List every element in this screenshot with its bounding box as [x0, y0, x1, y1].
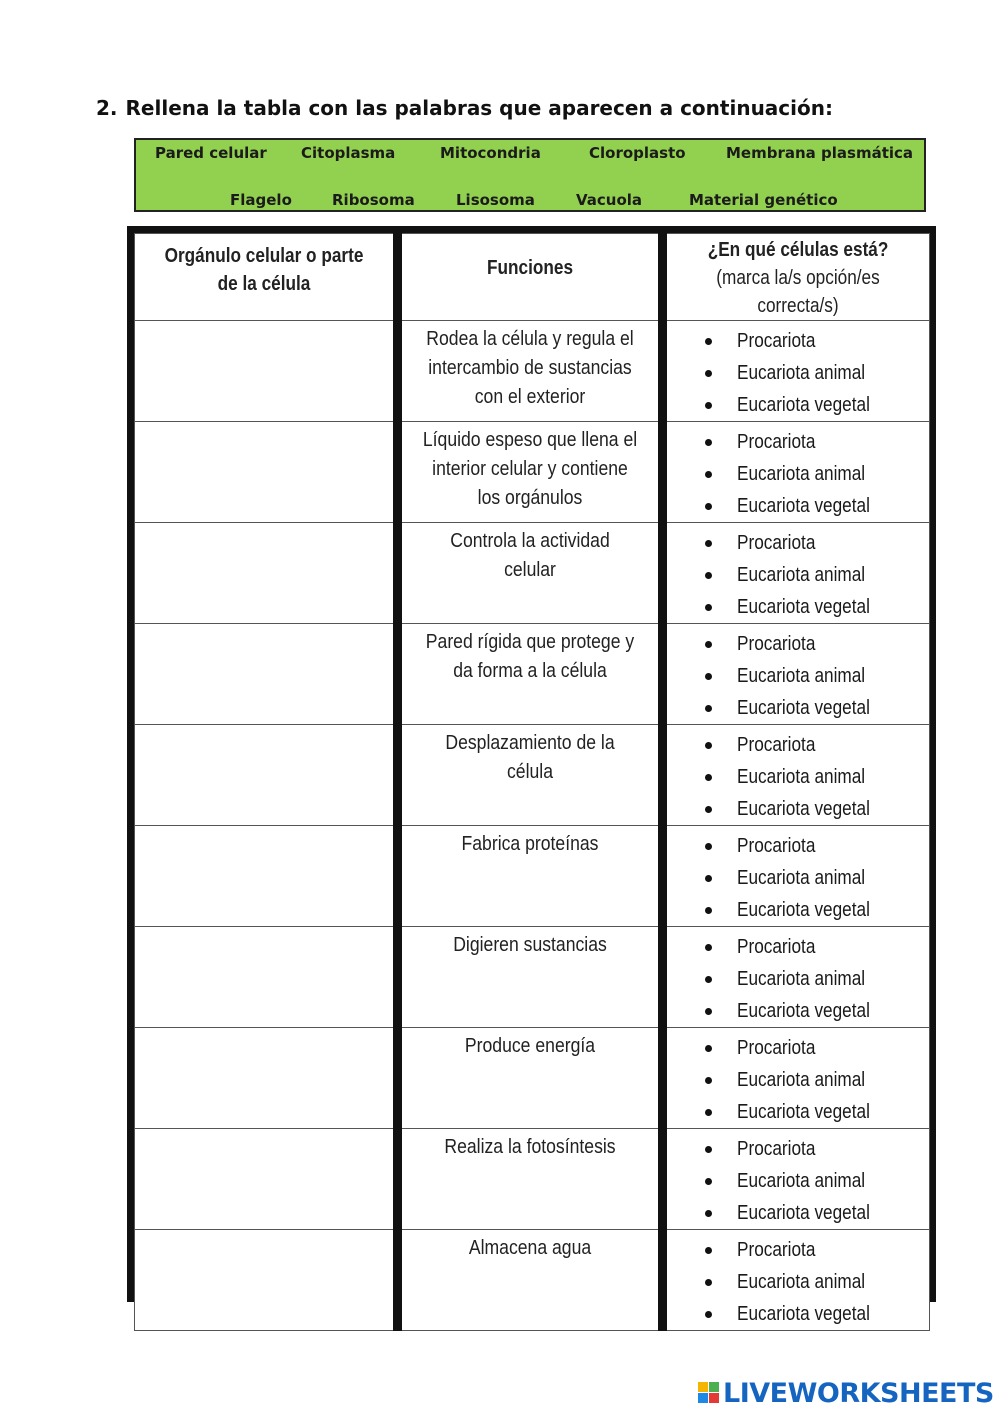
bullet-icon	[705, 774, 712, 781]
word-bank-item: Membrana plasmática	[726, 144, 914, 162]
function-text: Produce energía	[464, 1035, 596, 1057]
cell-type-option[interactable]	[705, 1096, 929, 1128]
option-label: Eucariota vegetal	[737, 697, 870, 719]
cell-type-option[interactable]	[705, 490, 929, 522]
cell-type-option[interactable]	[705, 1298, 929, 1330]
answer-cell[interactable]	[135, 422, 398, 523]
cell-type-options	[663, 725, 930, 826]
answer-input[interactable]	[135, 624, 393, 724]
bullet-icon	[705, 439, 712, 446]
word-bank-item: Material genético	[689, 191, 838, 209]
function-text: Desplazamiento de la célula	[445, 732, 615, 783]
option-label: Eucariota animal	[737, 564, 866, 586]
cell-type-option[interactable]	[705, 761, 929, 793]
bullet-icon	[705, 875, 712, 882]
table-row	[135, 321, 930, 422]
bullet-icon	[705, 1045, 712, 1052]
bullet-icon	[705, 1077, 712, 1084]
cell-type-option[interactable]	[705, 1064, 929, 1096]
bullet-icon	[705, 742, 712, 749]
bullet-icon	[705, 1008, 712, 1015]
answer-input[interactable]	[135, 523, 393, 623]
bullet-icon	[705, 843, 712, 850]
option-label: Procariota	[737, 1138, 816, 1160]
answer-input[interactable]	[135, 422, 393, 522]
answer-input[interactable]	[135, 927, 393, 1027]
bullet-icon	[705, 1311, 712, 1318]
cell-type-option[interactable]	[705, 729, 929, 761]
function-cell	[398, 1028, 663, 1129]
answer-input[interactable]	[135, 1129, 393, 1229]
word-bank-item: Pared celular	[155, 144, 267, 162]
cell-type-options	[663, 321, 930, 422]
cell-type-options	[663, 826, 930, 927]
bullet-icon	[705, 1279, 712, 1286]
bullet-icon	[705, 641, 712, 648]
cell-type-options	[663, 1230, 930, 1331]
answer-input[interactable]	[135, 1230, 393, 1330]
cell-type-option[interactable]	[705, 628, 929, 660]
table-row	[135, 1028, 930, 1129]
bullet-icon	[705, 944, 712, 951]
cell-type-option[interactable]	[705, 1032, 929, 1064]
bullet-icon	[705, 604, 712, 611]
answer-cell[interactable]	[135, 725, 398, 826]
table-row	[135, 826, 930, 927]
function-cell	[398, 422, 663, 523]
header-functions: Funciones	[398, 234, 663, 321]
header-cells	[663, 234, 930, 321]
option-label: Procariota	[737, 431, 816, 453]
function-cell	[398, 624, 663, 725]
bullet-icon	[705, 338, 712, 345]
function-text: Rodea la célula y regula el intercambio de sustancias con el exterior	[426, 328, 634, 408]
bullet-icon	[705, 673, 712, 680]
cell-type-option[interactable]	[705, 1165, 929, 1197]
bullet-icon	[705, 1247, 712, 1254]
cell-type-options	[663, 1028, 930, 1129]
function-text: Pared rígida que protege y da forma a la célula	[425, 631, 635, 682]
answer-input[interactable]	[135, 826, 393, 926]
answer-cell[interactable]	[135, 1230, 398, 1331]
function-text: Líquido espeso que llena el interior celular y contiene los orgánulos	[422, 429, 638, 509]
option-label: Procariota	[737, 1037, 816, 1059]
question-number: 2.	[96, 96, 118, 120]
option-label: Eucariota animal	[737, 1271, 866, 1293]
answer-input[interactable]	[135, 1028, 393, 1128]
cell-type-options	[663, 927, 930, 1028]
option-label: Eucariota vegetal	[737, 596, 870, 618]
header-cells-hint: (marca la/s opción/es correcta/s)	[716, 267, 880, 317]
option-label: Procariota	[737, 734, 816, 756]
liveworksheets-logo-icon	[698, 1382, 720, 1404]
cell-type-option[interactable]	[705, 1234, 929, 1266]
bullet-icon	[705, 1109, 712, 1116]
cell-type-option[interactable]	[705, 1133, 929, 1165]
liveworksheets-logo	[698, 1378, 994, 1408]
cell-type-option[interactable]	[705, 527, 929, 559]
table-row	[135, 725, 930, 826]
table-header-row	[135, 234, 930, 321]
function-cell	[398, 1129, 663, 1230]
bullet-icon	[705, 1178, 712, 1185]
option-label: Eucariota animal	[737, 463, 866, 485]
option-label: Eucariota vegetal	[737, 1202, 870, 1224]
cell-type-option[interactable]	[705, 325, 929, 357]
bullet-icon	[705, 402, 712, 409]
option-label: Eucariota vegetal	[737, 1000, 870, 1022]
organelle-table	[127, 226, 936, 1325]
word-bank-item: Citoplasma	[301, 144, 396, 162]
cell-type-options	[663, 422, 930, 523]
option-label: Eucariota animal	[737, 766, 866, 788]
cell-type-option[interactable]	[705, 559, 929, 591]
word-bank	[134, 138, 926, 212]
question-text: Rellena la tabla con las palabras que aparecen a continuación:	[125, 96, 833, 120]
table-row	[135, 422, 930, 523]
option-label: Procariota	[737, 936, 816, 958]
function-text: Realiza la fotosíntesis	[444, 1136, 616, 1158]
cell-type-option[interactable]	[705, 1266, 929, 1298]
cell-type-option[interactable]	[705, 426, 929, 458]
bullet-icon	[705, 907, 712, 914]
cell-type-option[interactable]	[705, 931, 929, 963]
answer-cell[interactable]	[135, 826, 398, 927]
answer-input[interactable]	[135, 321, 393, 421]
word-bank-item: Mitocondria	[440, 144, 541, 162]
option-label: Procariota	[737, 1239, 816, 1261]
cell-type-options	[663, 523, 930, 624]
table-row	[135, 624, 930, 725]
option-label: Procariota	[737, 633, 816, 655]
table-row	[135, 523, 930, 624]
header-cells-question: ¿En qué células está?	[707, 239, 889, 261]
cell-type-options	[663, 1129, 930, 1230]
cell-type-option[interactable]	[705, 389, 929, 421]
brand-name: LIVEWORKSHEETS	[723, 1377, 994, 1409]
answer-cell[interactable]	[135, 1129, 398, 1230]
function-cell	[398, 826, 663, 927]
option-label: Eucariota animal	[737, 867, 866, 889]
word-bank-item: Flagelo	[230, 191, 292, 209]
answer-cell[interactable]	[135, 927, 398, 1028]
cell-type-option[interactable]	[705, 995, 929, 1027]
answer-cell[interactable]	[135, 321, 398, 422]
bullet-icon	[705, 540, 712, 547]
cell-type-option[interactable]	[705, 591, 929, 623]
header-organelle: Orgánulo celular o parte de la célula	[135, 234, 398, 321]
table-row	[135, 1129, 930, 1230]
function-cell	[398, 321, 663, 422]
bullet-icon	[705, 976, 712, 983]
cell-type-option[interactable]	[705, 830, 929, 862]
function-cell	[398, 523, 663, 624]
bullet-icon	[705, 471, 712, 478]
function-text: Controla la actividad celular	[450, 530, 610, 581]
option-label: Eucariota animal	[737, 1069, 866, 1091]
bullet-icon	[705, 503, 712, 510]
cell-type-option[interactable]	[705, 963, 929, 995]
option-label: Eucariota vegetal	[737, 1101, 870, 1123]
function-cell	[398, 927, 663, 1028]
option-label: Eucariota animal	[737, 362, 866, 384]
bullet-icon	[705, 572, 712, 579]
word-bank-item: Vacuola	[576, 191, 643, 209]
answer-cell[interactable]	[135, 523, 398, 624]
cell-type-option[interactable]	[705, 862, 929, 894]
function-cell	[398, 725, 663, 826]
option-label: Procariota	[737, 330, 816, 352]
bullet-icon	[705, 705, 712, 712]
cell-type-option[interactable]	[705, 1197, 929, 1229]
cell-type-option[interactable]	[705, 660, 929, 692]
bullet-icon	[705, 1146, 712, 1153]
function-text: Fabrica proteínas	[461, 833, 599, 855]
function-text: Digieren sustancias	[453, 934, 607, 956]
option-label: Procariota	[737, 835, 816, 857]
option-label: Procariota	[737, 532, 816, 554]
cell-type-option[interactable]	[705, 357, 929, 389]
function-cell	[398, 1230, 663, 1331]
answer-cell[interactable]	[135, 1028, 398, 1129]
question-heading	[96, 96, 833, 120]
option-label: Eucariota vegetal	[737, 798, 870, 820]
option-label: Eucariota animal	[737, 665, 866, 687]
bullet-icon	[705, 806, 712, 813]
cell-type-option[interactable]	[705, 894, 929, 926]
option-label: Eucariota animal	[737, 1170, 866, 1192]
option-label: Eucariota vegetal	[737, 1303, 870, 1325]
word-bank-item: Cloroplasto	[589, 144, 686, 162]
answer-input[interactable]	[135, 725, 393, 825]
bullet-icon	[705, 1210, 712, 1217]
bullet-icon	[705, 370, 712, 377]
cell-type-option[interactable]	[705, 458, 929, 490]
cell-type-options	[663, 624, 930, 725]
option-label: Eucariota animal	[737, 968, 866, 990]
cell-type-option[interactable]	[705, 793, 929, 825]
cell-type-option[interactable]	[705, 692, 929, 724]
answer-cell[interactable]	[135, 624, 398, 725]
word-bank-item: Lisosoma	[456, 191, 535, 209]
table-row	[135, 1230, 930, 1331]
word-bank-item: Ribosoma	[332, 191, 415, 209]
option-label: Eucariota vegetal	[737, 394, 870, 416]
function-text: Almacena agua	[468, 1237, 592, 1259]
option-label: Eucariota vegetal	[737, 495, 870, 517]
table-row	[135, 927, 930, 1028]
option-label: Eucariota vegetal	[737, 899, 870, 921]
